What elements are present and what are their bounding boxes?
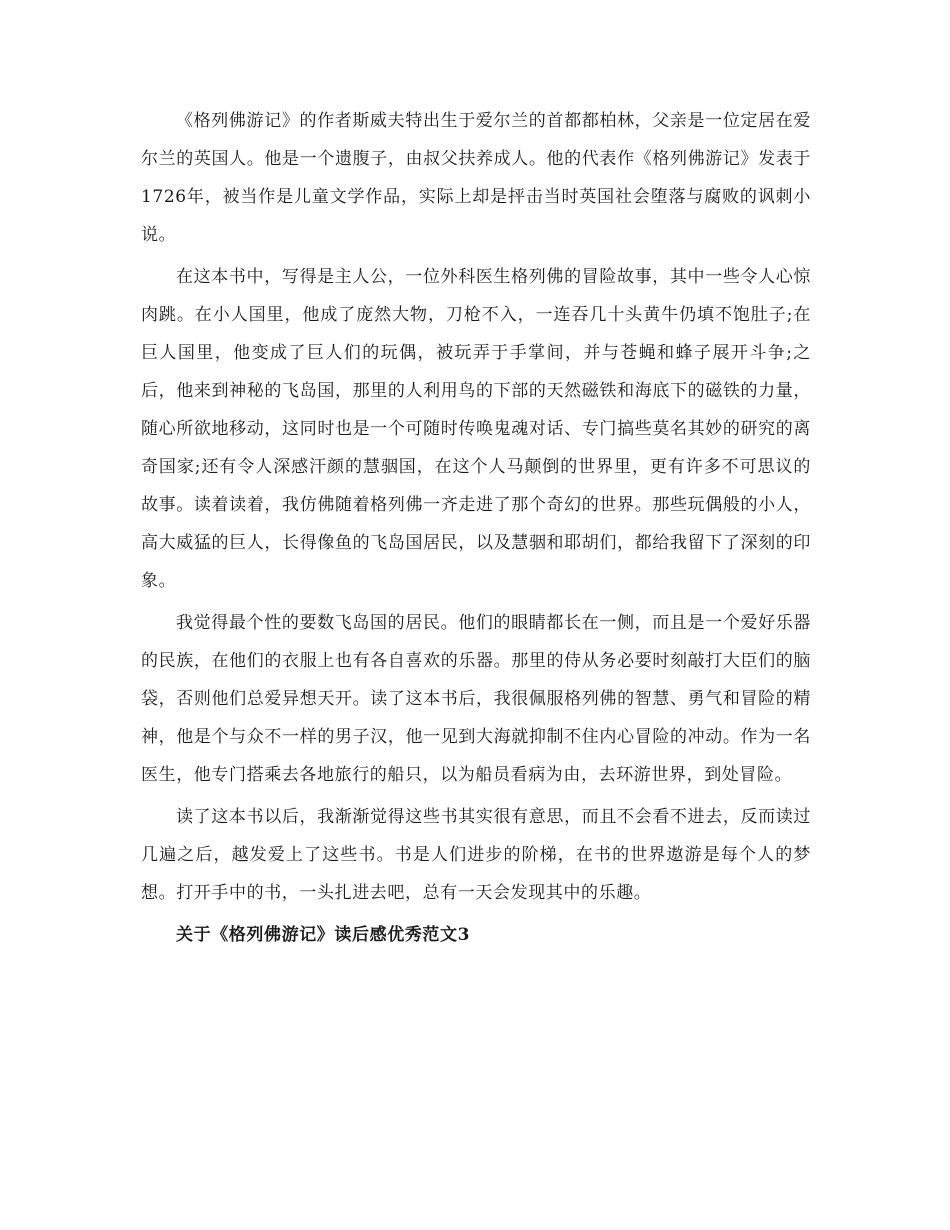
paragraph-conclusion: 读了这本书以后，我渐渐觉得这些书其实很有意思，而且不会看不进去，反而读过几遍之后，越发爱上了这些书。书是人们进步的阶梯，在书的世界遨游是每个人的梦想。打开手中的书，一头扎进去吧，总有一天会发现其中的乐趣。 [141,807,811,903]
paragraph-author-intro: 《格列佛游记》的作者斯威夫特出生于爱尔兰的首都都柏林，父亲是一位定居在爱尔兰的英国人。他是一个遗腹子，由叔父扶养成人。他的代表作《格列佛游记》发表于1726年，被当作是儿童文学作品，实际上却是抨击当时英国社会堕落与腐败的讽刺小说。 [141,111,811,245]
paragraph-flying-island: 我觉得最个性的要数飞岛国的居民。他们的眼睛都长在一侧，而且是一个爱好乐器的民族，在他们的衣服上也有各自喜欢的乐器。那里的侍从务必要时刻敲打大臣们的脑袋，否则他们总爱异想天开。读了这本书后，我很佩服格列佛的智慧、勇气和冒险的精神，他是个与众不一样的男子汉，他一见到大海就抑制不住内心冒险的冲动。作为一名医生，他专门搭乘去各地旅行的船只，以为船员看病为由，去环游世界，到处冒险。 [141,613,811,785]
document-body [141,102,811,954]
paragraph-story-summary: 在这本书中，写得是主人公，一位外科医生格列佛的冒险故事，其中一些令人心惊肉跳。在小人国里，他成了庞然大物，刀枪不入，一连吞几十头黄牛仍填不饱肚子;在巨人国里，他变成了巨人们的玩偶，被玩弄于手掌间，并与苍蝇和蜂子展开斗争;之后，他来到神秘的飞岛国，那里的人利用鸟的下部的天然磁铁和海底下的磁铁的力量，随心所欲地移动，这同时也是一个可随时传唤鬼魂对话、专门搞些莫名其妙的研究的离奇国家;还有令人深感汗颜的慧骃国，在这个人马颠倒的世界里，更有许多不可思议的故事。读着读着，我仿佛随着格列佛一齐走进了那个奇幻的世界。那些玩偶般的小人，高大威猛的巨人，长得像鱼的飞岛国居民，以及慧骃和耶胡们，都给我留下了深刻的印象。 [141,267,811,591]
section-heading: 关于《格列佛游记》读后感优秀范文3 [176,925,471,945]
